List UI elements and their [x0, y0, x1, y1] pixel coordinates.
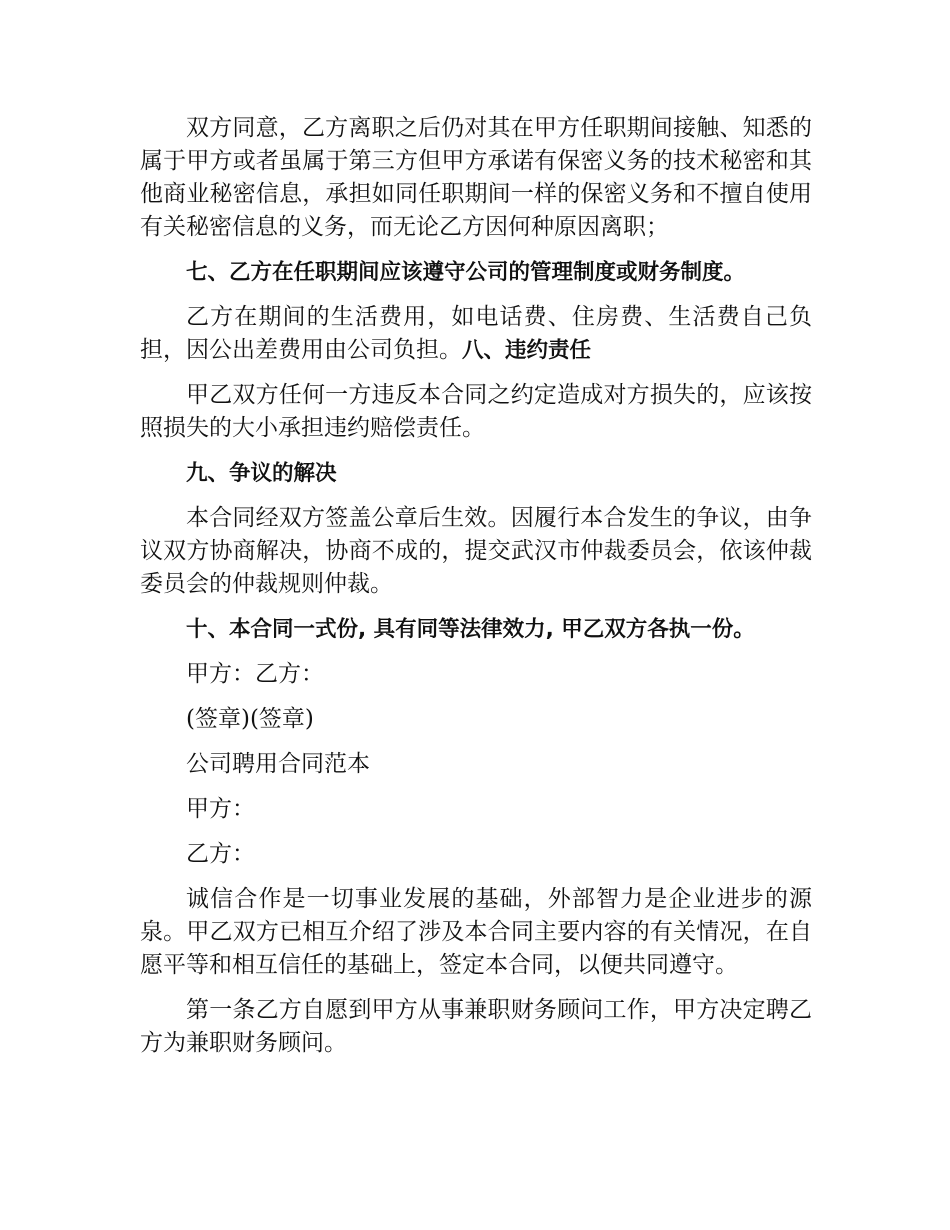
- living-expenses-text: 乙方在期间的生活费用，如电话费、住房费、生活费自己负担，因公出差费用由公司负担。: [140, 304, 812, 363]
- section-8-heading: 八、违约责任: [462, 338, 592, 363]
- document-body: [140, 112, 812, 1072]
- section-7-heading: 七、乙方在任职期间应该遵守公司的管理制度或财务制度。: [186, 260, 746, 285]
- parties-line: 甲方：乙方：: [186, 661, 324, 687]
- living-expenses-paragraph: [140, 301, 812, 367]
- dispute-resolution-paragraph: 本合同经双方签盖公章后生效。因履行本合发生的争议，由争议双方协商解决，协商不成的，提交武汉市仲裁委员会，依该仲裁委员会的仲裁规则仲裁。: [140, 505, 812, 597]
- breach-liability-paragraph: 甲乙双方任何一方违反本合同之约定造成对方损失的，应该按照损失的大小承担违约赔偿责任。: [140, 382, 812, 441]
- article-1-paragraph: 第一条乙方自愿到甲方从事兼职财务顾问工作，甲方决定聘乙方为兼职财务顾问。: [140, 997, 812, 1056]
- party-b-label: 乙方：: [186, 841, 255, 867]
- confidentiality-paragraph: 双方同意，乙方离职之后仍对其在甲方任职期间接触、知悉的属于甲方或者虽属于第三方但甲方承诺有保密义务的技术秘密和其他商业秘密信息，承担如同任职期间一样的保密义务和不擅自使用有关秘密信息的义务，而无论乙方因何种原因离职；: [140, 115, 812, 240]
- party-a-label: 甲方：: [186, 796, 255, 822]
- section-9-heading: 九、争议的解决: [186, 461, 337, 486]
- contract-title: 公司聘用合同范本: [186, 751, 370, 777]
- preamble-paragraph: 诚信合作是一切事业发展的基础，外部智力是企业进步的源泉。甲乙双方已相互介绍了涉及本合同主要内容的有关情况，在自愿平等和相互信任的基础上，签定本合同，以便共同遵守。: [140, 886, 812, 978]
- seals-line: (签章)(签章): [186, 706, 314, 732]
- section-10-heading: 十、本合同一式份, 具有同等法律效力, 甲乙双方各执一份。: [186, 617, 755, 642]
